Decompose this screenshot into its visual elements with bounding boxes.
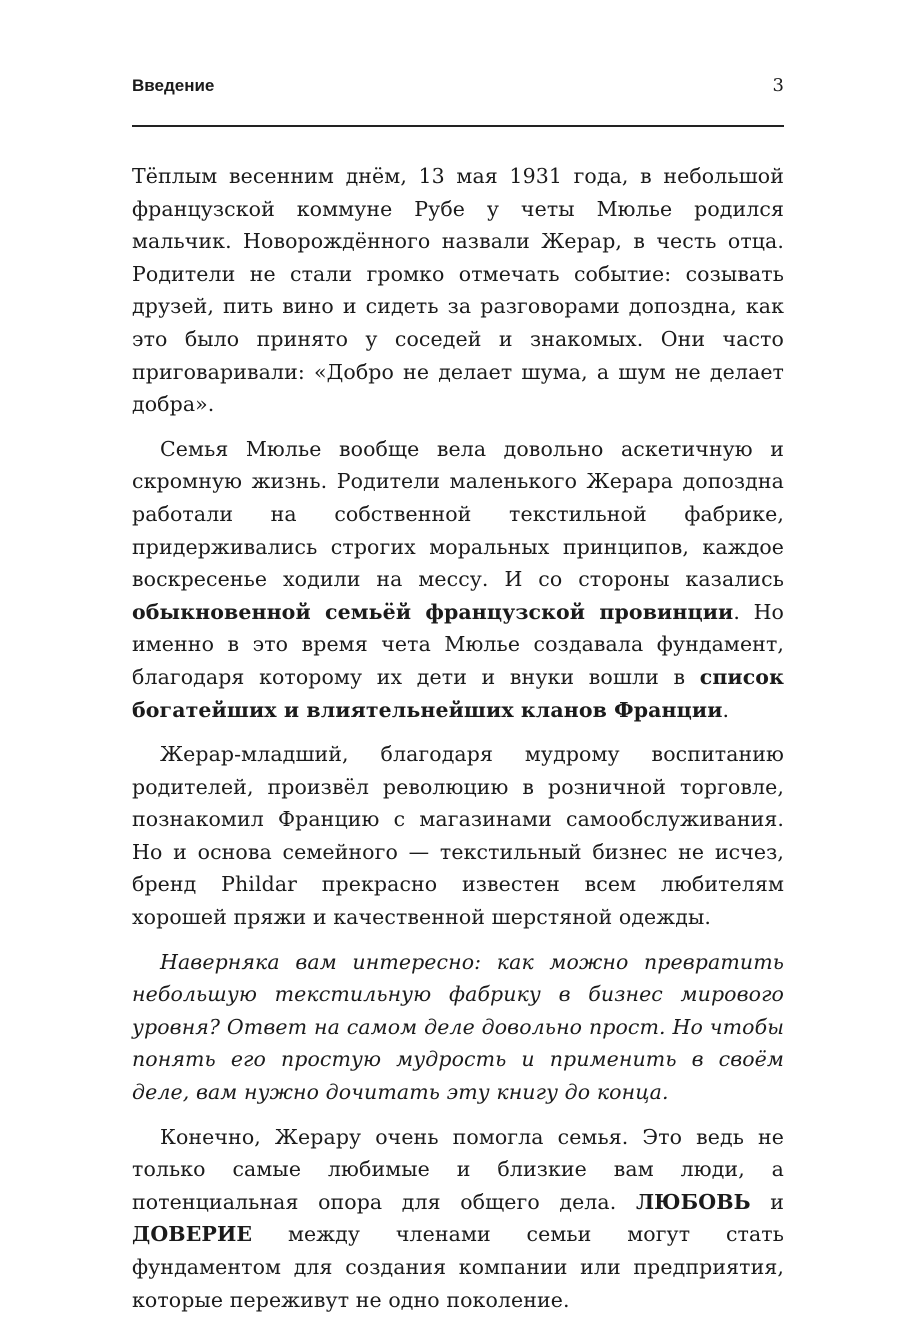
paragraph-text: между членами семьи могут стать фундаментом для создания компании или предприятия, которые переживут не одно поколение. <box>132 1222 784 1312</box>
paragraph-text: Тёплым весенним днём, 13 мая 1931 года, в небольшой французской коммуне Рубе у четы Мюлье родился мальчик. Новорождённого назвали Жерар, в честь отца. Родители не стали громко отмечать событие: созывать друзей, пить вино и сидеть за разговорами допоздна, как это было принято у соседей и знакомых. Они часто приговаривали: «Добро не делает шума, а шум не делает добра». <box>132 164 784 417</box>
section-title: Введение <box>132 76 215 95</box>
paragraph-text: и <box>750 1189 784 1214</box>
paragraph-4-italic <box>132 946 784 1109</box>
bold-emphasis: ДОВЕРИЕ <box>132 1222 253 1247</box>
header-divider <box>132 125 784 127</box>
running-head <box>132 72 784 100</box>
paragraph-text: Конечно, Жерару очень помогла семья. Это ведь не только самые любимые и близкие вам люди, а потенциальная опора для общего дела. <box>132 1124 784 1214</box>
bold-emphasis: ЛЮБОВЬ <box>635 1189 751 1214</box>
paragraph-text: Наверняка вам интересно: как можно превратить небольшую текстильную фабрику в бизнес мирового уровня? Ответ на самом деле довольно прост. Но чтобы понять его простую мудрость и применить в своём деле, вам нужно дочитать эту книгу до конца. <box>132 949 784 1105</box>
paragraph-5 <box>132 1121 784 1317</box>
paragraph-text: Семья Мюлье вообще вела довольно аскетичную и скромную жизнь. Родители маленького Жерара допоздна работали на собственной текстильной фабрике, придерживались строгих моральных принципов, каждое воскресенье ходили на мессу. И со стороны казались <box>132 436 784 592</box>
paragraph-text: Жерар-младший, благодаря мудрому воспитанию родителей, произвёл революцию в розничной торговле, познакомил Францию с магазинами самообслуживания. Но и основа семейного — текстильный бизнес не исчез, бренд Phildar прекрасно известен всем любителям хорошей пряжи и качественной шерстяной одежды. <box>132 742 784 930</box>
paragraph-text: . <box>722 697 730 722</box>
paragraph-3 <box>132 738 784 934</box>
paragraph-2 <box>132 433 784 726</box>
page-number: 3 <box>772 75 784 96</box>
body-text <box>132 160 784 1328</box>
paragraph-1 <box>132 160 784 421</box>
paragraph-text: . Но именно в это время чета Мюлье создавала фундамент, благодаря которому их дети и внуки вошли в <box>132 599 784 689</box>
bold-emphasis: обыкновенной семьёй французской провинции <box>132 599 734 624</box>
bold-emphasis: список богатейших и влиятельнейших кланов Франции <box>132 664 784 722</box>
